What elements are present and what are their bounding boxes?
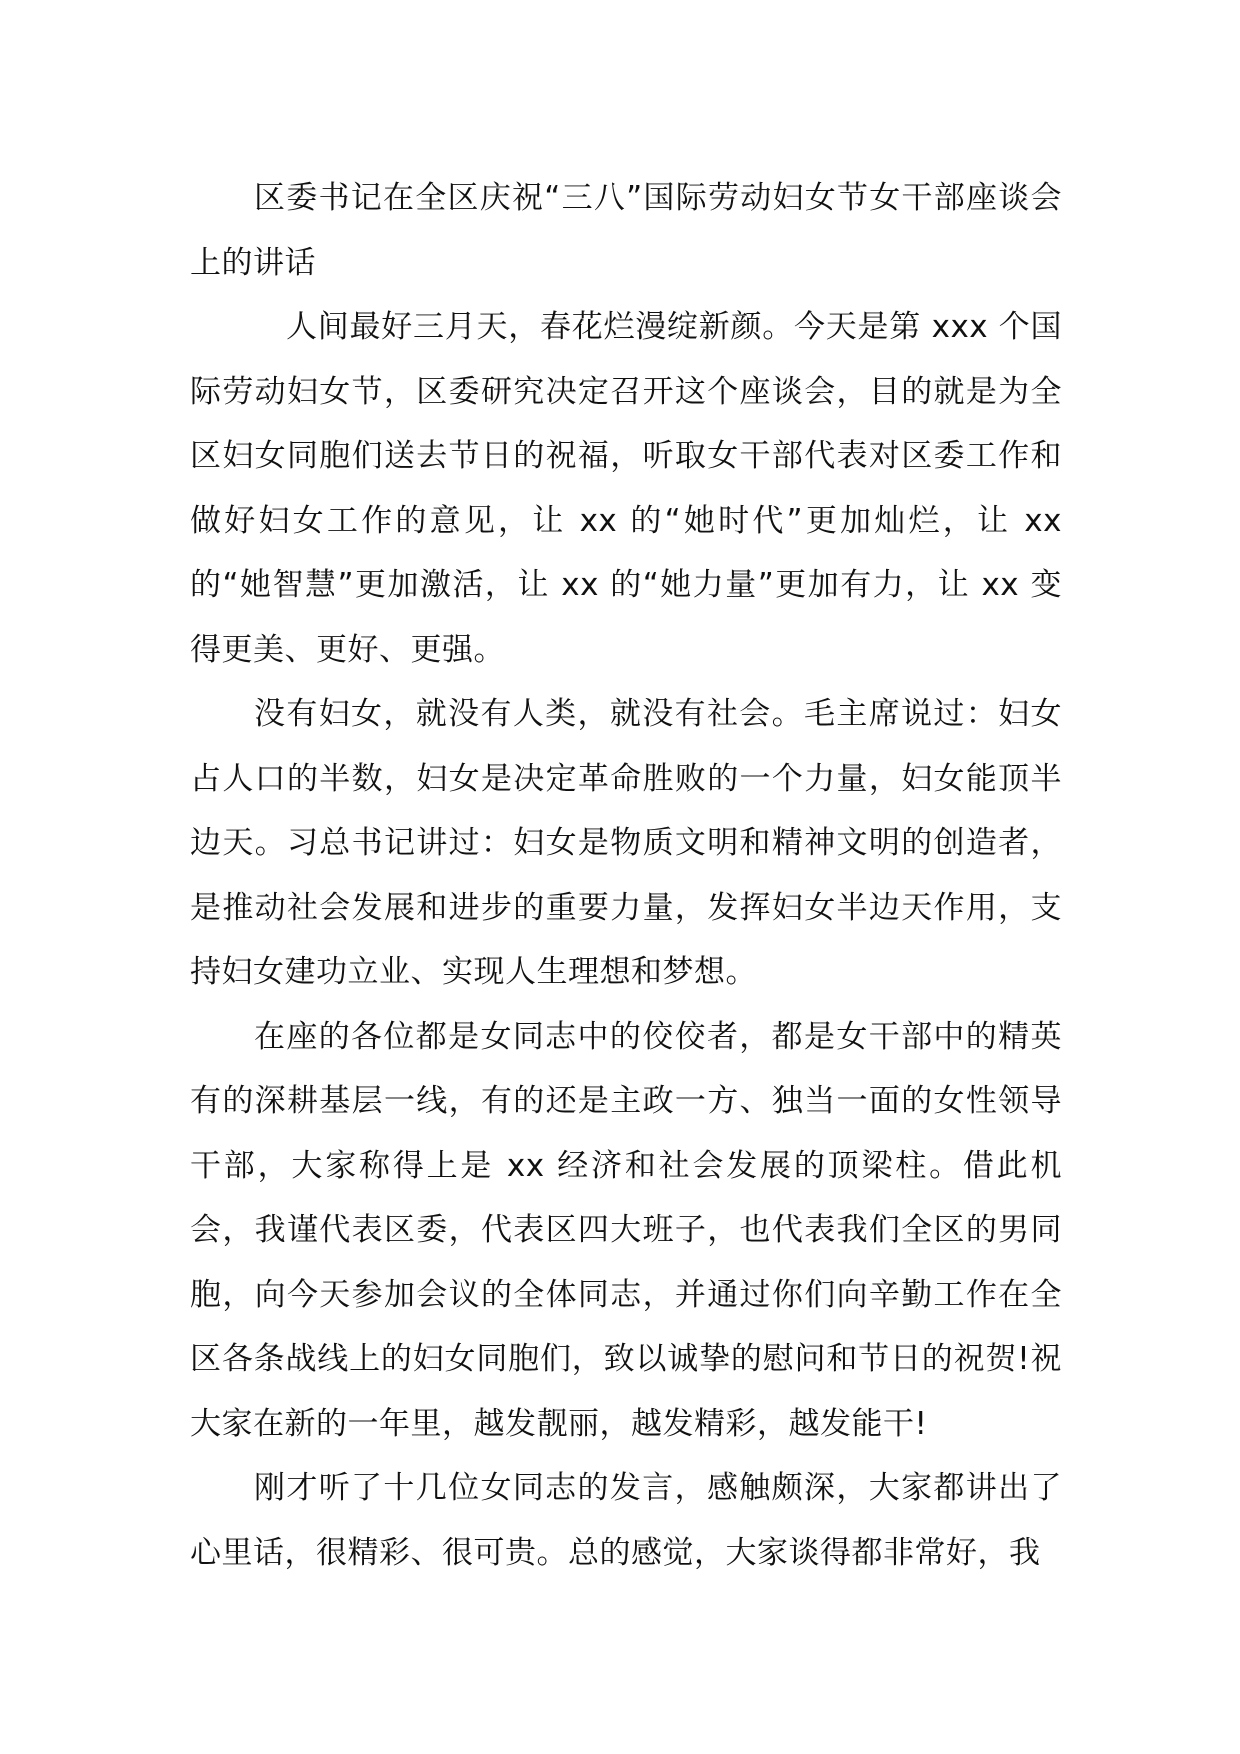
paragraph-3: 在座的各位都是女同志中的佼佼者，都是女干部中的精英有的深耕基层一线，有的还是主政一方、独当一面的女性领导干部，大家称得上是 xx 经济和社会发展的顶梁柱。借此机会，我谨代表区委，代表区四大班子，也代表我们全区的男同胞，向今天参加会议的全体同志，并通过你们向辛勤工作在全区各条战线上的妇女同胞们，致以诚挚的慰问和节日的祝贺!祝大家在新的一年里，越发靓丽，越发精彩，越发能干! [190,1018,1062,1442]
paragraph-2: 没有妇女，就没有人类，就没有社会。毛主席说过：妇女占人口的半数，妇女是决定革命胜败的一个力量，妇女能顶半边天。习总书记讲过：妇女是物质文明和精神文明的创造者，是推动社会发展和进步的重要力量，发挥妇女半边天作用，支持妇女建功立业、实现人生理想和梦想。 [190,696,1062,990]
paragraph-1: 人间最好三月天，春花烂漫绽新颜。今天是第 xxx 个国际劳动妇女节，区委研究决定召开这个座谈会，目的就是为全区妇女同胞们送去节日的祝福，听取女干部代表对区委工作和做好妇女工作的意见，让 xx 的“她时代”更加灿烂，让 xx 的“她智慧”更加激活，让 xx 的“她力量”更加有力，让 xx 变得更美、更好、更强。 [190,309,1062,668]
document-title: 区委书记在全区庆祝“三八”国际劳动妇女节女干部座谈会上的讲话 [190,180,1062,281]
document-body [190,166,1062,1585]
paragraph-4: 刚才听了十几位女同志的发言，感触颇深，大家都讲出了心里话，很精彩、很可贵。总的感觉，大家谈得都非常好，我 [190,1470,1062,1571]
